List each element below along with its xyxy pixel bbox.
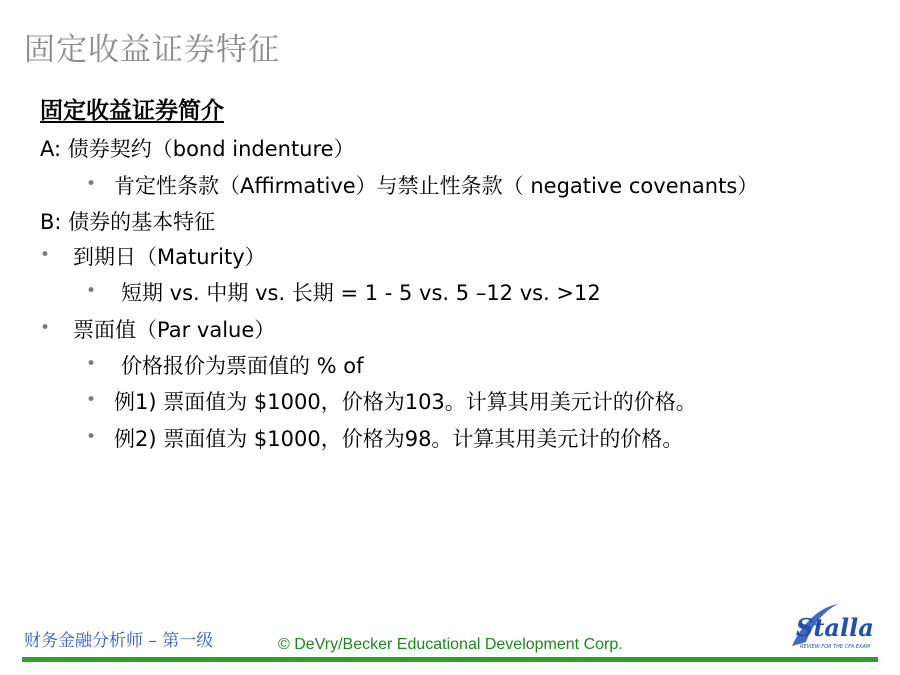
footer-copyright: © DeVry/Becker Educational Development Corp. bbox=[278, 636, 623, 653]
line-example-2: 例2) 票面值为 $1000，价格为98。计算其用美元计的价格。 bbox=[114, 427, 684, 451]
bullet-icon: • bbox=[86, 390, 97, 410]
bullet-icon: • bbox=[86, 281, 97, 301]
bullet-icon: • bbox=[40, 318, 51, 338]
footer-course-label: 财务金融分析师 – 第一级 bbox=[24, 631, 214, 651]
logo-tagline: REVIEW FOR THE CFA EXAM bbox=[800, 644, 871, 650]
stalla-logo bbox=[786, 598, 878, 654]
line-a: A: 债券契约（bond indenture） bbox=[40, 137, 355, 161]
line-b: B: 债券的基本特征 bbox=[40, 210, 216, 234]
line-price-quote: 价格报价为票面值的 % of bbox=[121, 354, 364, 378]
logo-text: Stalla bbox=[796, 613, 874, 642]
line-example-1: 例1) 票面值为 $1000，价格为103。计算其用美元计的价格。 bbox=[114, 390, 697, 414]
line-maturity: 到期日（Maturity） bbox=[73, 245, 266, 269]
line-term-ranges: 短期 vs. 中期 vs. 长期 = 1 - 5 vs. 5 –12 vs. >12 bbox=[121, 281, 601, 305]
bullet-icon: • bbox=[86, 427, 97, 447]
line-par-value: 票面值（Par value） bbox=[73, 318, 276, 342]
bullet-icon: • bbox=[86, 354, 97, 374]
section-heading: 固定收益证券简介 bbox=[40, 97, 224, 124]
footer-divider bbox=[22, 657, 878, 662]
line-covenants: 肯定性条款（Affirmative）与禁止性条款（ negative covenants） bbox=[114, 174, 759, 198]
bullet-icon: • bbox=[40, 245, 51, 265]
slide-title: 固定收益证券特征 bbox=[24, 32, 280, 68]
bullet-icon: • bbox=[86, 174, 97, 194]
